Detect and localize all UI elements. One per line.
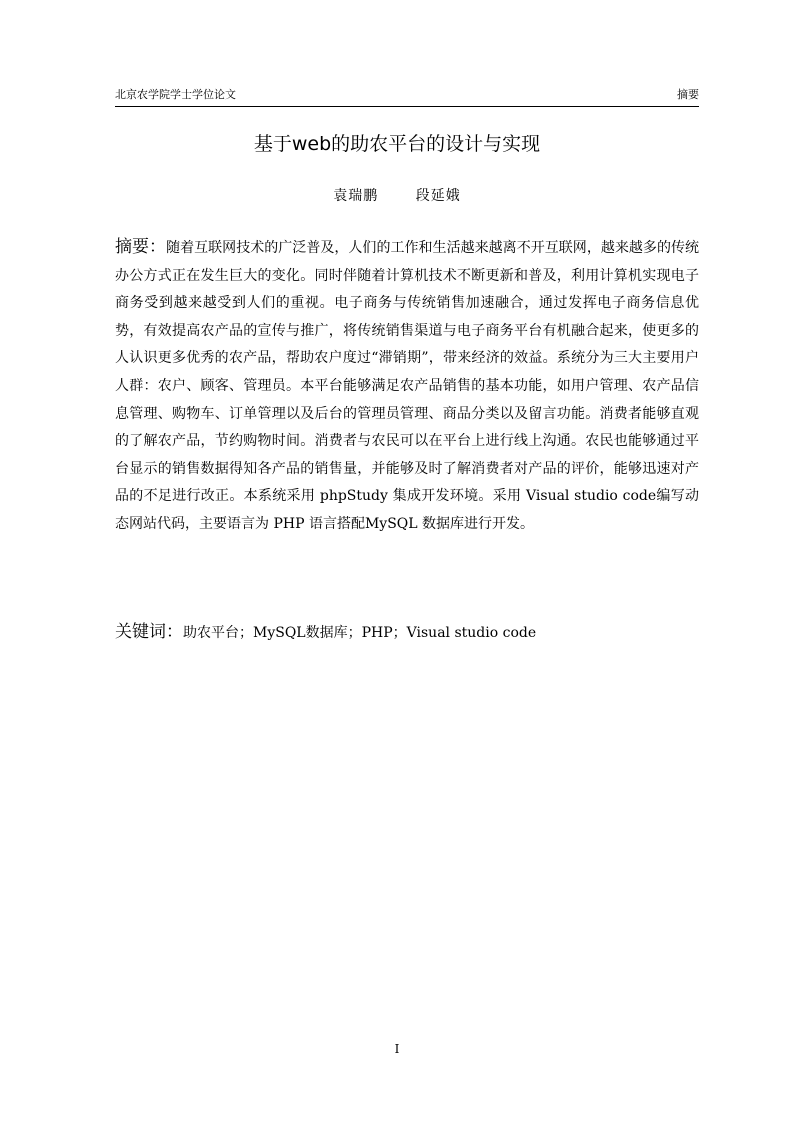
keywords-text: 助农平台；MySQL数据库；PHP；Visual studio code — [183, 625, 537, 641]
running-header — [115, 86, 699, 104]
author-name: 段延娥 — [415, 188, 461, 204]
keywords-section — [115, 619, 699, 647]
author-list — [0, 185, 794, 207]
abstract-text: 随着互联网技术的广泛普及，人们的工作和生活越来越离不开互联网，越来越多的传统办公方式正在发生巨大的变化。同时伴随着计算机技术不断更新和普及，利用计算机实现电子商务受到越来越受到人们的重视。电子商务与传统销售加速融合，通过发挥电子商务信息优势，有效提高农产品的宣传与推广，将传统销售渠道与电子商务平台有机融合起来，使更多的人认识更多优秀的农产品，帮助农户度过“滞销期”，带来经济的效益。系统分为三大主要用户人群：农户、顾客、管理员。本平台能够满足农产品销售的基本功能，如用户管理、农产品信息管理、购物车、订单管理以及后台的管理员管理、商品分类以及留言功能。消费者能够直观的了解农产品，节约购物时间。消费者与农民可以在平台上进行线上沟通。农民也能够通过平台显示的销售数据得知各产品的销售量，并能够及时了解消费者对产品的评价，能够迅速对产品的不足进行改正。本系统采用 phpStudy 集成开发环境。采用 Visual studio code编写动态网站代码，主要语言为 PHP 语言搭配MySQL 数据库进行开发。 — [115, 240, 700, 532]
page-number: I — [394, 1042, 400, 1056]
abstract-label: 摘要： — [115, 237, 167, 257]
abstract-section — [115, 234, 699, 539]
paper-title: 基于web的助农平台的设计与实现 — [253, 133, 541, 155]
header-thesis-name: 北京农学院学士学位论文 — [115, 88, 236, 101]
author-name: 袁瑞鹏 — [333, 188, 379, 204]
header-divider — [115, 106, 699, 107]
keywords-label: 关键词： — [115, 622, 183, 642]
header-section-name: 摘要 — [677, 88, 699, 101]
